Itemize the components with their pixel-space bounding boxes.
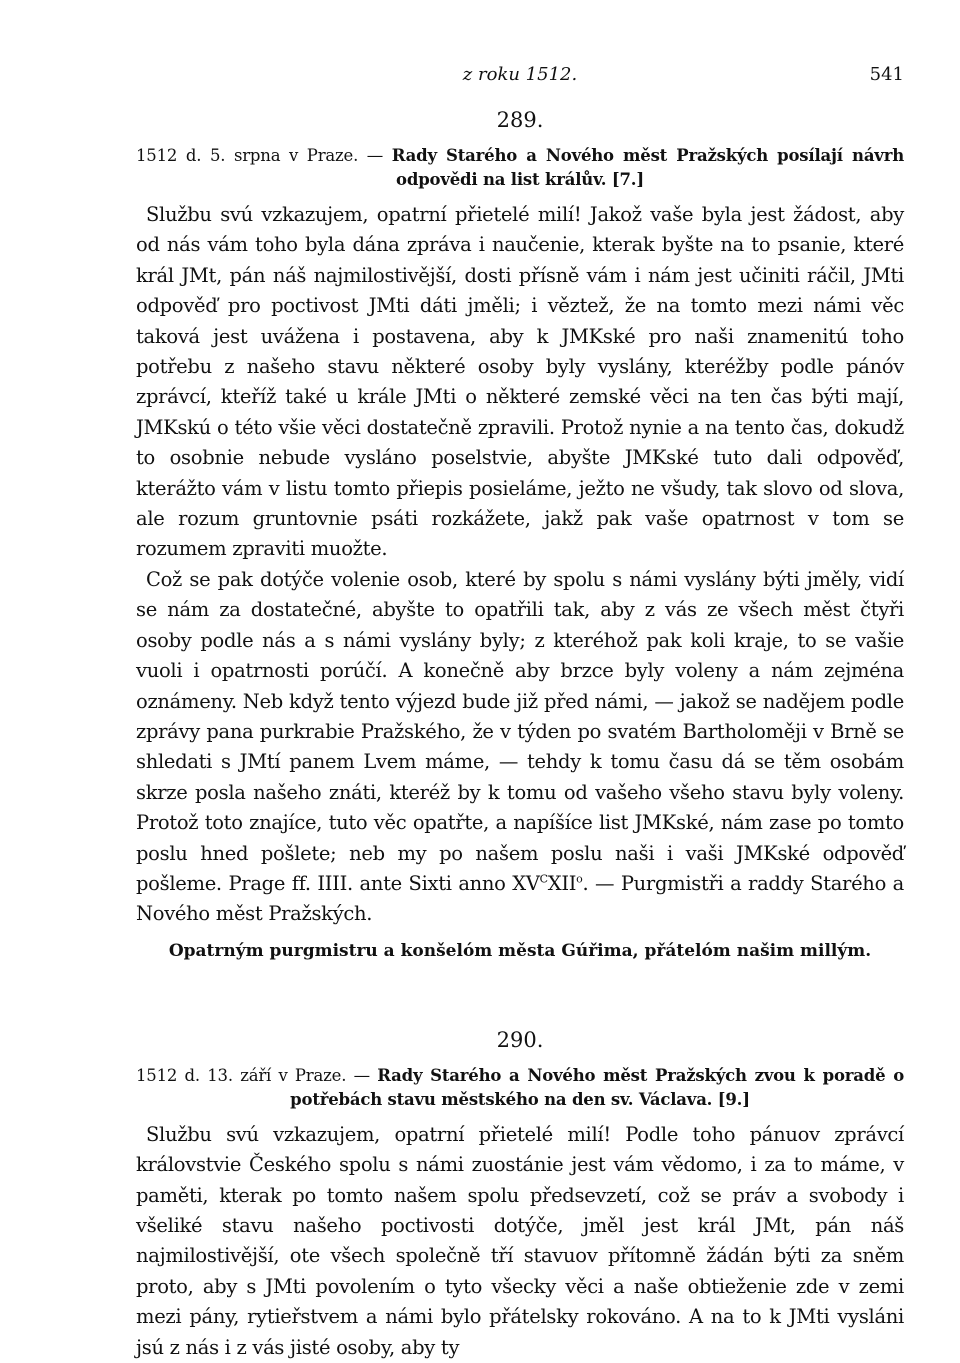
document-number-290: 290. xyxy=(496,1027,544,1052)
regest-date: 1512 d. 5. srpna v Praze. — xyxy=(136,146,384,165)
superscript: o xyxy=(576,872,583,886)
running-title: z roku 1512. xyxy=(462,64,578,85)
running-head xyxy=(136,56,904,86)
paragraph-text: XII xyxy=(547,871,577,895)
paragraph: Službu svú vzkazujem, opatrní přietelé milí! Podle toho pánuov zprávcí královstvie Českého spolu s námi zuostánie jest vám vědomo, i za to máme, v paměti, kterak po tomto našem spolu předsevzetí, což se práv a svobody i všeliké stavu našeho poctivosti dotýče, jměl jest král JMt, pán náš najmilostivější, ote všech společně tří stavuov přítomně žádán býti za sněm proto, aby s JMti povolením o tyto všecky věci a naše obtieženie zde v zemi mezi pány, rytieřstvem a námi bylo přátelsky rokováno. A na to k JMti vysláni jsú z nás i z vás jisté osoby, aby ty xyxy=(136,1122,904,1359)
regest-date: 1512 d. 13. září v Praze. — xyxy=(136,1065,370,1085)
regest-290 xyxy=(136,1064,904,1112)
superscript: C xyxy=(539,872,548,886)
paragraph-text: . — Purgmistři a raddy Starého a Nového měst Pražských. xyxy=(136,871,904,926)
document-number-289: 289. xyxy=(496,108,544,132)
regest-summary: Rady Starého a Nového měst Pražských posílají návrh odpovědi na list králův. [7.] xyxy=(391,146,904,189)
regest-289 xyxy=(136,144,904,192)
letter-body-290 xyxy=(136,1120,904,1363)
paragraph xyxy=(136,565,904,930)
page-number: 541 xyxy=(869,64,904,85)
document-page xyxy=(136,56,904,1363)
paragraph: Službu svú vzkazujem, opatrní přietelé milí! Jakož vaše byla jest žádost, aby od nás vám toho byla dána zpráva i naučenie, kterak byšte na to psanie, které král JMt, pán náš najmilostivější, dosti přísně vám i nám jest učiniti ráčil, JMti odpověď pro poctivost JMti dáti jměli; i věztež, že na tomto mezi námi věc taková jest uvážena i postavena, aby k JMKské pro naši znamenitú toho potřebu z našeho stavu některé osoby byly vyslány, kteréžby podle pánóv zprávcí, kteříž také u krále JMti o některé zemské věci na ten čas býti mají, JMKskú o této všie věci dostatečně zpravili. Protož nynie a na tento čas, dokudž to osobnie nebude vysláno poselstvie, abyšte JMKské tuto dali odpověď, kterážto vám v listu tomto přiepis posieláme, ježto ne všudy, tak slovo od slova, ale rozum gruntovnie psáti rozkážete, jakž pak vaše opatrnost v tom se rozumem zpraviti muožte. xyxy=(136,203,904,561)
letter-body-289 xyxy=(136,200,904,930)
regest-summary: Rady Starého a Nového měst Pražských zvou k poradě o potřebách stavu městského na den sv. Václava. [9.] xyxy=(290,1065,905,1109)
paragraph-text: Což se pak dotýče volenie osob, které by spolu s námi vyslány býti jměly, vidí se nám za dostatečné, abyšte to opatřili tak, aby z vás ze všech měst čtyři osoby podle nás a s námi vyslány byly; z kteréhož pak koli kraje, to se vašie vuoli i opatrnosti porúčí. A konečně aby brzce byly voleny a nám zejména oznámeny. Neb když tento výjezd bude již před námi, — jakož se nadějem podle zprávy pana purkrabie Pražského, že v týden po svatém Bartholoměji v Brně se shledati s JMtí panem Lvem máme, — tehdy k tomu času dá se těm osobám skrze posla našeho znáti, kteréž by k tomu od vašeho všeho stavu byly voleny. Protož toto znajíce, tuto věc opatřte, a napíšíce list JMKské, nám zase po tomto poslu hned pošlete; neb my po našem poslu naši i vaši JMKské odpověď pošleme. Prage ff. IIII. ante Sixti anno XV xyxy=(136,567,904,895)
address-line: Opatrným purgmistru a konšelóm města Gúřima, přátelóm našim millým. xyxy=(168,940,872,961)
